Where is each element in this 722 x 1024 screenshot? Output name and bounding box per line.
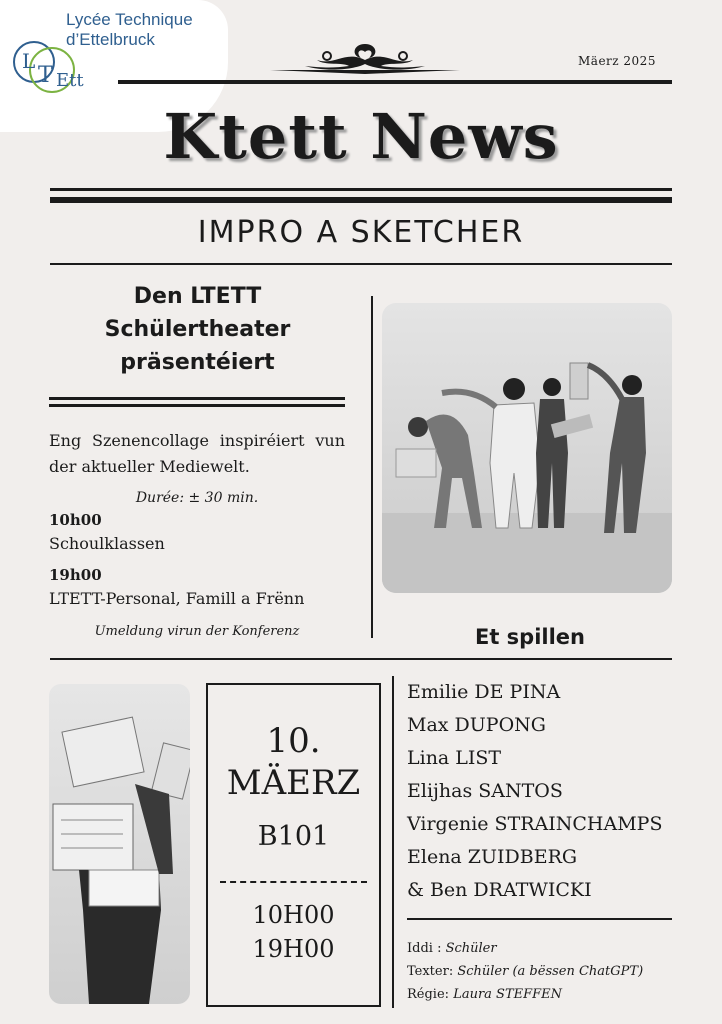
event-time-1: 10H00 — [252, 901, 335, 929]
ornament-icon — [265, 40, 465, 76]
registration-note: Umeldung virun der Konferenz — [94, 624, 300, 639]
credit-value: Schüler — [445, 941, 497, 956]
cast-member: Elena ZUIDBERG — [407, 846, 578, 868]
schedule-item — [49, 508, 165, 556]
presents-line1: Den LTETT — [133, 284, 262, 309]
event-room: B101 — [257, 821, 330, 852]
schedule-item — [49, 563, 304, 611]
credit-label: Iddi : — [407, 941, 442, 956]
schedule-time: 10h00 — [49, 511, 102, 529]
school-name-line1: Lycée Technique — [66, 10, 193, 29]
svg-text:Ett: Ett — [56, 70, 84, 91]
event-time-2: 19H00 — [252, 935, 335, 963]
schedule-time: 19h00 — [49, 566, 102, 584]
credit-line — [407, 984, 562, 1006]
cast-list — [407, 676, 662, 907]
event-month: MÄERZ — [226, 763, 361, 803]
presents-rule-1 — [49, 397, 345, 400]
cast-member: Elijhas SANTOS — [407, 780, 563, 802]
school-name-line2: d’Ettelbruck — [66, 30, 155, 49]
dashed-divider — [220, 881, 367, 883]
headline-rule — [50, 263, 672, 265]
presents-line2: Schülertheater — [104, 317, 291, 342]
cast-heading: Et spillen — [474, 625, 585, 649]
credits-rule — [407, 918, 672, 920]
credit-value: Laura STEFFEN — [453, 987, 563, 1002]
presents-line3: präsentéiert — [120, 350, 275, 375]
cast-member: Lina LIST — [407, 747, 502, 769]
section-rule — [50, 658, 672, 660]
masthead-top-rule — [118, 80, 672, 84]
credit-value: Schüler (a bëssen ChatGPT) — [457, 964, 644, 979]
credit-line — [407, 961, 643, 983]
credit-label: Texter: — [407, 964, 454, 979]
credit-label: Régie: — [407, 987, 450, 1002]
credit-line — [407, 938, 497, 960]
cast-member: Max DUPONG — [407, 714, 546, 736]
school-logo-icon — [8, 36, 94, 98]
issue-date: Mäerz 2025 — [578, 54, 656, 68]
column-divider — [371, 296, 373, 638]
actors-photo — [382, 303, 672, 593]
masthead-rule-1 — [50, 188, 672, 191]
cast-member: Virgenie STRAINCHAMPS — [407, 813, 663, 835]
svg-text:L: L — [22, 49, 36, 73]
schedule-audience: LTETT-Personal, Famill a Frënn — [49, 589, 305, 608]
description: Eng Szenencollage inspiréiert vun der aktueller Mediewelt. — [49, 431, 345, 476]
svg-text:T: T — [38, 63, 53, 88]
event-date-box — [206, 683, 381, 1007]
cast-member: & Ben DRATWICKI — [407, 879, 592, 901]
cast-member: Emilie DE PINA — [407, 681, 561, 703]
masthead-rule-2 — [50, 197, 672, 203]
headline: IMPRO A SKETCHER — [197, 215, 525, 250]
cast-divider — [392, 676, 394, 1008]
reader-photo — [49, 684, 190, 1004]
duration: Durée: ± 30 min. — [135, 490, 259, 506]
presents-block — [60, 280, 335, 379]
masthead-title: Ktett News — [163, 100, 559, 173]
event-day: 10. — [266, 721, 321, 761]
schedule-audience: Schoulklassen — [49, 534, 165, 553]
presents-rule-2 — [49, 404, 345, 407]
